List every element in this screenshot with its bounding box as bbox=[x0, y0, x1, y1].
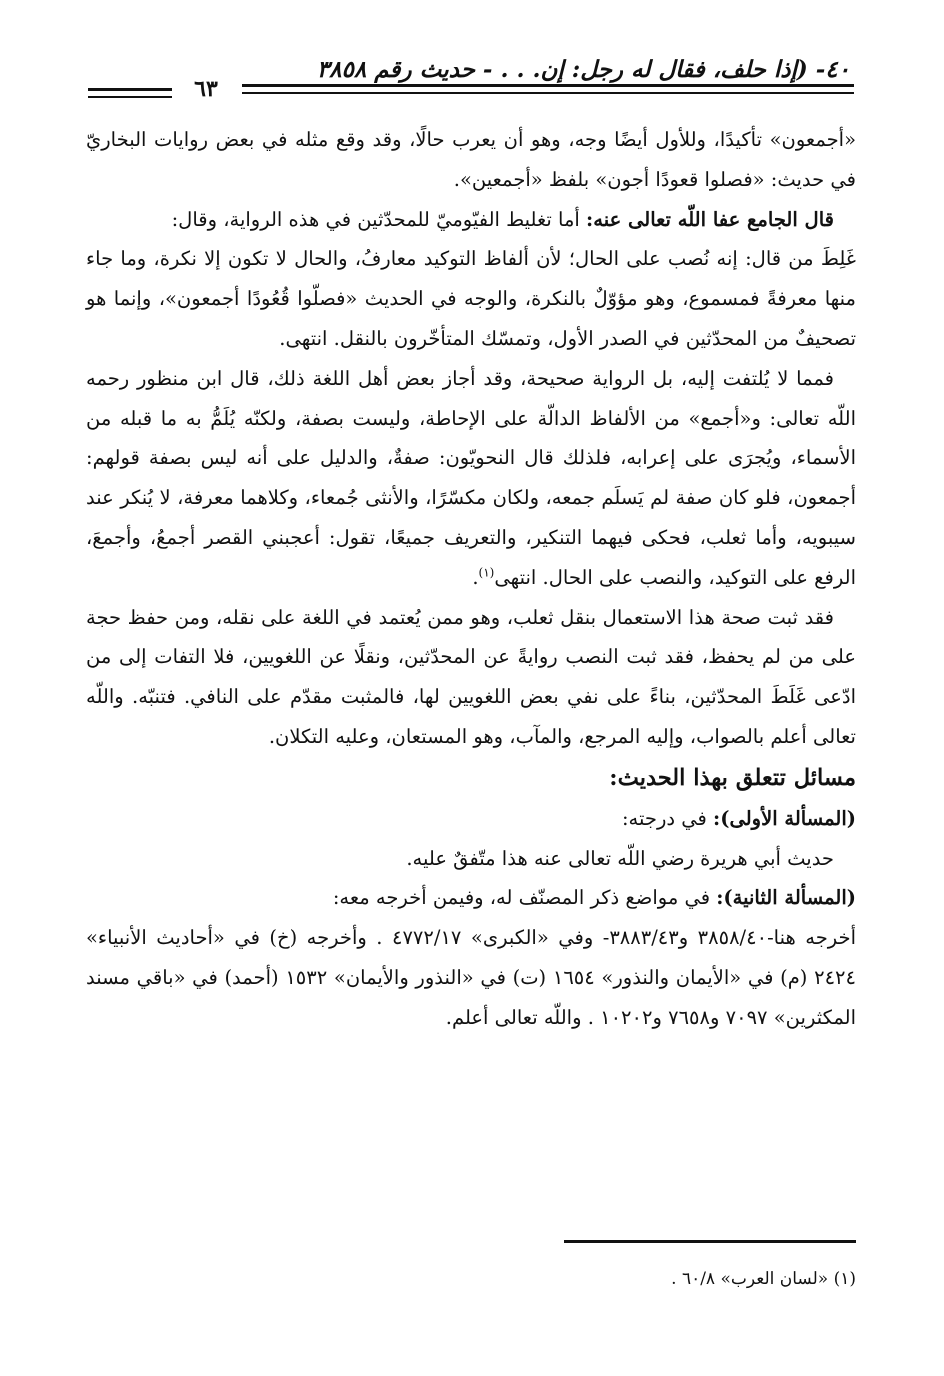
issue-2-text: أخرجه هنا-٣٨٥٨/٤٠ و٣٨٨٣/٤٣- وفي «الكبرى» ٤٧٧٢/١٧ . وأخرجه (خ) في «أحاديث الأنبياء» ٢٤٢٤ (م) في «الأيمان والنذور» ١٦٥٤ (ت) في «النذور والأيمان» ١٥٣٢ (أحمد) في «باقي مسند المكثرين» ٧٠٩٧ و٧٦٥٨ و١٠٢٠٢ . واللّه تعالى أعلم. bbox=[86, 926, 856, 1029]
footnote-marker: (١) bbox=[478, 565, 495, 580]
jami-label: قال الجامع عفا اللّه تعالى عنه: bbox=[586, 207, 834, 231]
issue-1-heading bbox=[86, 799, 856, 839]
page-body bbox=[86, 120, 856, 1038]
header-rule-bottom bbox=[242, 92, 854, 94]
section-heading: مسائل تتعلق بهذا الحديث: bbox=[609, 764, 856, 791]
ibn-manzur-text: فمما لا يُلتفت إليه، بل الرواية صحيحة، وقد أجاز بعض أهل اللغة ذلك، قال ابن منظور رحمه اللّه تعالى: و«أجمع» من الألفاظ الدالّة على الإحاطة، وليست بصفة، ولكنّه يُلَمُّ به ما قبله من الأسماء، ويُجرَى على إعرابه، فلذلك قال النحويّون: صفةٌ، والدليل على أنه ليس بصفة قولهم: أجمعون، فلو كان صفة لم يَسلَم جمعه، ولكان مكسّرًا، والأنثى جُمعاء، وكلاهما معرفة، لا يُنكر عند سيبويه، وأما ثعلب، فحكى فيهما التنكير، والتعريف جميعًا، تقول: أعجبني القصر أجمعُ، وأجمعَ، الرفع على التوكيد، والنصب على الحال. انتهى bbox=[86, 366, 856, 589]
page-number: ٦٣ bbox=[194, 76, 218, 102]
issue-1-text: حديث أبي هريرة رضي اللّه تعالى عنه هذا متّفقٌ عليه. bbox=[406, 846, 834, 870]
issue-2-title: في مواضع ذكر المصنّف له، وفيمن أخرجه معه: bbox=[332, 886, 717, 910]
page-number-rule-top bbox=[88, 88, 172, 91]
issue-2-label: (المسألة الثانية): bbox=[716, 886, 856, 910]
header-rule-top bbox=[242, 84, 854, 87]
paragraph-jami bbox=[86, 200, 856, 240]
running-head: ٤٠- (إذا حلف، فقال له رجل: إن. . . - حديث رقم ٣٨٥٨ bbox=[316, 55, 850, 83]
issue-1-title: في درجته: bbox=[621, 806, 714, 830]
paragraph-fayyumi-quote: غَلِطَ من قال: إنه نُصب على الحال؛ لأن ألفاظ التوكيد معارفُ، والحال لا تكون إلا نكرة، وما جاء منها معرفةً فمسموع، وهو مؤوّلٌ بالنكرة، والوجه في الحديث «فصلّوا قُعُودًا أجمعون»، وإنما هو تصحيفٌ من المحدّثين في الصدر الأول، وتمسّك المتأخّرون بالنقل. انتهى. bbox=[86, 247, 856, 350]
page-number-rule-bottom bbox=[88, 96, 172, 98]
paragraph-ibn-manzur bbox=[86, 359, 856, 598]
footnote: (١) «لسان العرب» ٦٠/٨ . bbox=[671, 1269, 856, 1289]
paragraph-conclusion: فقد ثبت صحة هذا الاستعمال بنقل ثعلب، وهو ممن يُعتمد في اللغة على نقله، ومن حفظ حجة على من لم يحفظ، فقد ثبت النصب روايةً عن المحدّثين، ونقلًا عن اللغويين، فلا التفات إلى من ادّعى غَلَطَ المحدّثين، بناءً على نفي بعض اللغويين لها، فالمثبت مقدّم على النافي. فتنبّه. واللّه تعالى أعلم بالصواب، وإليه المرجع، والمآب، وهو المستعان، وعليه التكلان. bbox=[86, 605, 856, 748]
issue-1-label: (المسألة الأولى): bbox=[713, 806, 856, 830]
jami-text: أما تغليط الفيّوميّ للمحدّثين في هذه الرواية، وقال: bbox=[171, 207, 587, 231]
paragraph-end-dot: . bbox=[472, 565, 479, 589]
paragraph-intro: «أجمعون» تأكيدًا، وللأول أيضًا وجه، وهو أن يعرب حالًا، وقد وقع مثله في بعض روايات البخاريّ في حديث: «فصلوا قعودًا أجون» بلفظ «أجمعين». bbox=[86, 128, 856, 191]
issue-2-heading bbox=[86, 878, 856, 918]
footnote-separator bbox=[564, 1240, 856, 1243]
